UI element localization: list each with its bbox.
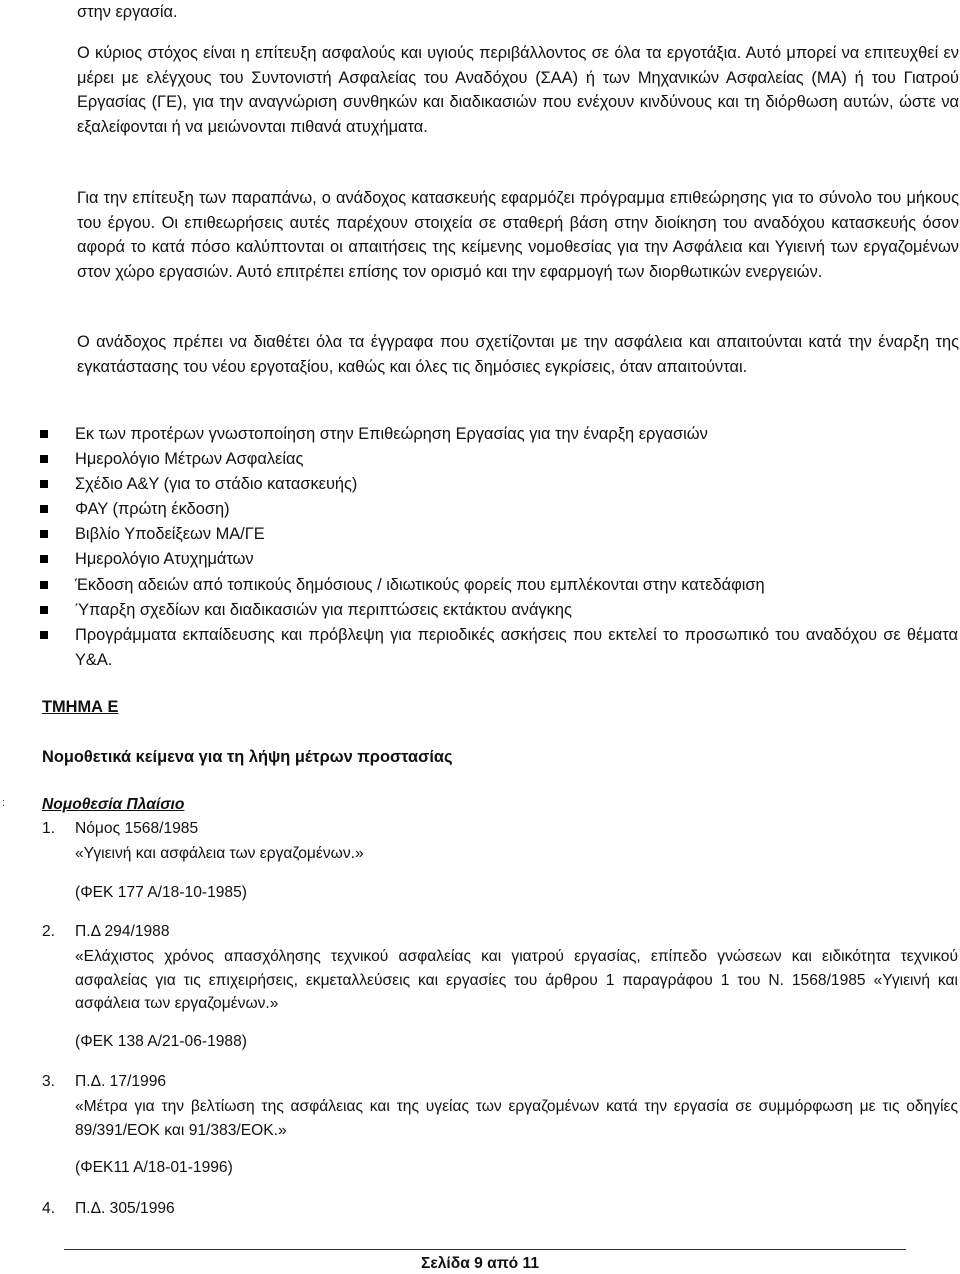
square-bullet-icon: [40, 530, 48, 538]
square-bullet-icon: [40, 581, 48, 589]
section-title: Νομοθετικά κείμενα για τη λήψη μέτρων προστασίας: [42, 748, 453, 766]
law-number: 2.: [42, 923, 56, 940]
law-description: «Υγιεινή και ασφάλεια των εργαζομένων.»: [75, 845, 364, 862]
list-item: Ημερολόγιο Μέτρων Ασφαλείας: [40, 447, 958, 472]
law-fek: (ΦΕΚ11 Α/18-01-1996): [75, 1159, 233, 1176]
required-documents-list: [40, 422, 958, 673]
law-fek: (ΦΕΚ 177 Α/18-10-1985): [75, 884, 247, 901]
list-item: Έκδοση αδειών από τοπικούς δημόσιους / ιδιωτικούς φορείς που εμπλέκονται στην κατεδάφιση: [40, 573, 958, 598]
list-item: ΦΑΥ (πρώτη έκδοση): [40, 497, 958, 522]
square-bullet-icon: [40, 606, 48, 614]
square-bullet-icon: [40, 555, 48, 563]
square-bullet-icon: [40, 505, 48, 513]
paragraph-main-goal: Ο κύριος στόχος είναι η επίτευξη ασφαλούς και υγιούς περιβάλλοντος σε όλα τα εργοτάξια. Αυτό μπορεί να επιτευχθεί εν μέρει με ελέγχους του Συντονιστή Ασφαλείας του Αναδόχου (ΣΑΑ) ή των Μηχανικών Ασφαλείας (ΜΑ) ή του Γιατρού Εργασίας (ΓΕ), για την αναγνώριση συνθηκών και διαδικασιών που ενέχουν κινδύνους και τη διόρθωση αυτών, ώστε να εξαλείφονται ή να μειώνονται πιθανά ατυχήματα.: [77, 44, 959, 136]
list-item: Ύπαρξη σχεδίων και διαδικασιών για περιπτώσεις εκτάκτου ανάγκης: [40, 598, 958, 623]
list-item: Ημερολόγιο Ατυχημάτων: [40, 547, 958, 572]
law-number: 3.: [42, 1073, 56, 1090]
law-number: 4.: [42, 1200, 56, 1217]
margin-mark: :: [2, 797, 6, 809]
square-bullet-icon: [40, 480, 48, 488]
law-fek: (ΦΕΚ 138 Α/21-06-1988): [75, 1033, 247, 1050]
square-bullet-icon: [40, 430, 48, 438]
square-bullet-icon: [40, 455, 48, 463]
list-item: Σχέδιο Α&Υ (για το στάδιο κατασκευής): [40, 472, 958, 497]
paragraph-continuation: στην εργασία.: [77, 3, 178, 21]
law-title: Π.Δ. 305/1996: [75, 1200, 175, 1217]
paragraph-inspection-program: Για την επίτευξη των παραπάνω, ο ανάδοχος κατασκευής εφαρμόζει πρόγραμμα επιθεώρησης για το σύνολο του μήκους του έργου. Οι επιθεωρήσεις αυτές παρέχουν στοιχεία σε σταθερή βάση στην διοίκηση του αναδόχου κατασκευής όσον αφορά το κατά πόσο καλύπτονται οι απαιτήσεις της κείμενης νομοθεσίας για την Ασφάλεια και Υγιεινή των εργαζομένων στον χώρο εργασιών. Αυτό επιτρέπει επίσης τον ορισμό και την εφαρμογή των διορθωτικών ενεργειών.: [77, 189, 959, 281]
page-number: Σελίδα 9 από 11: [420, 1255, 539, 1272]
square-bullet-icon: [40, 631, 48, 639]
paragraph-contractor-documents: Ο ανάδοχος πρέπει να διαθέτει όλα τα έγγραφα που σχετίζονται με την ασφάλεια και απαιτούνται κατά την έναρξη της εγκατάστασης του νέου εργοταξίου, καθώς και όλες τις δημόσιες εγκρίσεις, όταν απαιτούνται.: [77, 333, 959, 376]
law-title: Π.Δ. 17/1996: [75, 1073, 167, 1090]
list-item: Βιβλίο Υποδείξεων ΜΑ/ΓΕ: [40, 522, 958, 547]
law-description: «Μέτρα για την βελτίωση της ασφάλειας και της υγείας των εργαζομένων κατά την εργασία σε συμμόρφωση με τις οδηγίες 89/391/ΕΟΚ και 91/383/ΕΟΚ.»: [75, 1098, 958, 1139]
footer-divider: [64, 1249, 906, 1250]
law-number: 1.: [42, 820, 56, 837]
law-title: Νόμος 1568/1985: [75, 820, 199, 837]
section-label: ΤΜΗΜΑ Ε: [42, 698, 119, 716]
law-description: «Ελάχιστος χρόνος απασχόλησης τεχνικού ασφαλείας και γιατρού εργασίας, επίπεδο γνώσεων και ειδικότητα τεχνικού ασφαλείας για τις επιχειρήσεις, εκμεταλλεύσεις και εργασίες του άρθρου 1 παραγράφου 1 του Ν. 1568/1985 «Υγιεινή και ασφάλεια των εργαζομένων.»: [75, 948, 958, 1012]
sub-heading-framework-legislation: Νομοθεσία Πλαίσιο: [42, 796, 185, 813]
list-item: Προγράμματα εκπαίδευσης και πρόβλεψη για περιοδικές ασκήσεις που εκτελεί το προσωπικό του αναδόχου σε θέματα Υ&Α.: [40, 623, 958, 673]
list-item: Εκ των προτέρων γνωστοποίηση στην Επιθεώρηση Εργασίας για την έναρξη εργασιών: [40, 422, 958, 447]
law-title: Π.Δ 294/1988: [75, 923, 170, 940]
